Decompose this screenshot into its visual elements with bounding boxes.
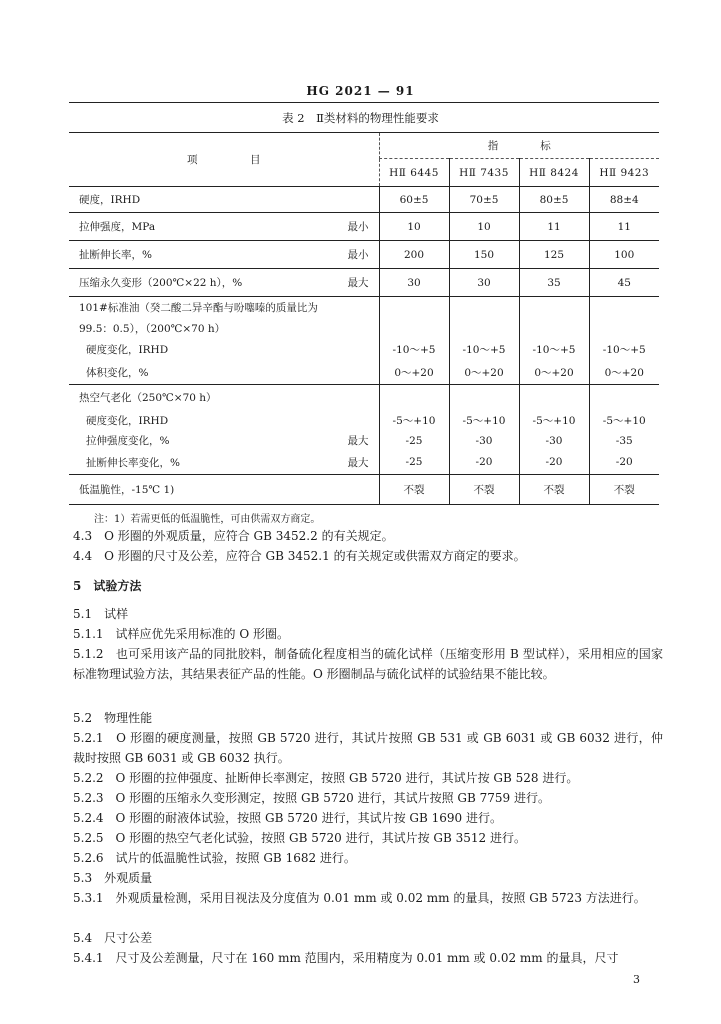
table-cell: -35 <box>589 431 659 451</box>
section-5-3-heading: 5.3 外观质量 <box>73 871 153 885</box>
row-label: 拉伸强度变化，% <box>86 435 170 447</box>
table-row <box>69 269 659 297</box>
clause-5-2-3: 5.2.3 O 形圈的压缩永久变形测定，按照 GB 5720 进行，其试片按照 GB 7759 进行。 <box>73 791 550 805</box>
table-cell-empty <box>449 385 519 411</box>
table-cell: 125 <box>519 241 589 269</box>
table-cell-empty <box>449 297 519 319</box>
grade-header: HⅡ 7435 <box>449 159 519 187</box>
item-header: 项 目 <box>69 133 379 187</box>
table-row <box>69 187 659 213</box>
table-cell: 10 <box>379 213 449 241</box>
table-row <box>69 339 659 361</box>
table-cell: -20 <box>519 451 589 475</box>
clause-5-1-2: 5.1.2 也可采用该产品的同批胶料，制备硫化程度相当的硫化试样（压缩变形用 B 型试样），采用相应的国家标准物理试验方法，其结果表征产品的性能。O 形圈制品与硫化试样的试验结果不能比较。 <box>73 647 663 681</box>
table-row <box>69 451 659 475</box>
table-cell: 0～+20 <box>449 361 519 385</box>
table-cell: 0～+20 <box>589 361 659 385</box>
table-cell: 0～+20 <box>519 361 589 385</box>
clause-5-3-1: 5.3.1 外观质量检测，采用目视法及分度值为 0.01 mm 或 0.02 mm 的量具，按照 GB 5723 方法进行。 <box>73 891 646 905</box>
index-header: 指 标 <box>379 133 659 159</box>
clause-5-2-6: 5.2.6 试片的低温脆性试验，按照 GB 1682 进行。 <box>73 851 356 865</box>
clause-5-2-4: 5.2.4 O 形圈的耐液体试验，按照 GB 5720 进行，其试片按 GB 1690 进行。 <box>73 811 502 825</box>
table-cell-empty <box>519 297 589 319</box>
table-cell: 不裂 <box>379 475 449 505</box>
table-header-row <box>69 133 659 159</box>
table-cell: 150 <box>449 241 519 269</box>
row-limit: 最小 <box>347 249 369 261</box>
table-cell: -20 <box>589 451 659 475</box>
clause-5-1-1: 5.1.1 试样应优先采用标准的 O 形圈。 <box>73 627 290 641</box>
table-cell: 30 <box>379 269 449 297</box>
document-header: HG 2021 — 91 <box>306 84 415 98</box>
oil-group-subtitle: 99.5：0.5），（200℃×70 h） <box>79 323 226 335</box>
row-label: 低温脆性，-15℃ 1) <box>79 484 175 496</box>
row-limit: 最大 <box>347 277 369 289</box>
table-row <box>69 213 659 241</box>
table-cell-empty <box>379 319 449 339</box>
row-label: 拉伸强度，MPa <box>79 221 156 233</box>
clause-5-4-1: 5.4.1 尺寸及公差测量，尺寸在 160 mm 范围内，采用精度为 0.01 mm 或 0.02 mm 的量具，尺寸 <box>73 951 619 965</box>
table-row <box>69 431 659 451</box>
table-row <box>69 385 659 411</box>
table-cell: 不裂 <box>519 475 589 505</box>
table-cell: -10～+5 <box>449 339 519 361</box>
table-row <box>69 297 659 319</box>
row-limit <box>324 339 379 361</box>
row-limit <box>324 361 379 385</box>
table-cell: -30 <box>519 431 589 451</box>
row-label: 扯断伸长率变化，% <box>86 456 180 469</box>
table-cell: 35 <box>519 269 589 297</box>
table-cell: -10～+5 <box>589 339 659 361</box>
table-cell: 11 <box>519 213 589 241</box>
row-label: 扯断伸长率，% <box>79 249 152 261</box>
table-cell: -25 <box>379 431 449 451</box>
clause-5-2-2: 5.2.2 O 形圈的拉伸强度、扯断伸长率测定，按照 GB 5720 进行，其试片按 GB 528 进行。 <box>73 771 579 785</box>
grade-header: HⅡ 9423 <box>589 159 659 187</box>
table-cell: 0～+20 <box>379 361 449 385</box>
table-cell: 80±5 <box>519 187 589 213</box>
row-label: 硬度，IRHD <box>79 194 141 206</box>
table-cell: 10 <box>449 213 519 241</box>
row-label: 压缩永久变形（200℃×22 h），% <box>79 277 243 289</box>
clause-4-3: 4.3 O 形圈的外观质量，应符合 GB 3452.2 的有关规定。 <box>73 529 394 543</box>
table-row <box>69 241 659 269</box>
grade-header: HⅡ 6445 <box>379 159 449 187</box>
table-cell: 不裂 <box>449 475 519 505</box>
row-label: 硬度变化，IRHD <box>86 344 169 356</box>
table-cell: -20 <box>449 451 519 475</box>
row-limit <box>324 187 379 213</box>
header-rule <box>69 102 659 103</box>
table-cell: 30 <box>449 269 519 297</box>
table-cell: -10～+5 <box>379 339 449 361</box>
row-limit <box>324 411 379 431</box>
table-row <box>69 411 659 431</box>
table-cell-empty <box>449 319 519 339</box>
table-cell: 60±5 <box>379 187 449 213</box>
section-5-4-heading: 5.4 尺寸公差 <box>73 931 153 945</box>
table-caption: 表 2 Ⅱ类材料的物理性能要求 <box>282 111 439 125</box>
table-cell: 11 <box>589 213 659 241</box>
table-cell: 88±4 <box>589 187 659 213</box>
page-number: 3 <box>633 973 640 986</box>
oil-group-title: 101#标准油（癸二酸二异辛酯与吩噻嗪的质量比为 <box>79 302 318 315</box>
clause-5-2-1: 5.2.1 O 形圈的硬度测量，按照 GB 5720 进行，其试片按照 GB 531 或 GB 6031 或 GB 6032 进行，仲裁时按照 GB 6031 或 GB 6032 执行。 <box>73 731 663 765</box>
table-row <box>69 475 659 505</box>
row-limit: 最大 <box>347 435 369 447</box>
table-cell: 200 <box>379 241 449 269</box>
table-cell: -5～+10 <box>589 411 659 431</box>
table-row <box>69 361 659 385</box>
section-5-1-heading: 5.1 试样 <box>73 607 129 621</box>
section-5-heading: 5 试验方法 <box>73 579 142 593</box>
row-limit <box>324 475 379 505</box>
row-label: 硬度变化，IRHD <box>86 415 169 427</box>
table-cell-empty <box>379 385 449 411</box>
grade-header: HⅡ 8424 <box>519 159 589 187</box>
section-5-2-heading: 5.2 物理性能 <box>73 711 153 725</box>
table-cell-empty <box>589 297 659 319</box>
table-cell: -5～+10 <box>519 411 589 431</box>
table-cell-empty <box>379 297 449 319</box>
aging-group-title: 热空气老化（250℃×70 h） <box>79 392 217 405</box>
table-cell: -30 <box>449 431 519 451</box>
table-cell: -5～+10 <box>449 411 519 431</box>
table-cell-empty <box>589 319 659 339</box>
table-row <box>69 319 659 339</box>
table-footnote: 注：1）若需更低的低温脆性，可由供需双方商定。 <box>94 514 321 525</box>
table-cell-empty <box>519 385 589 411</box>
row-limit: 最小 <box>347 221 369 233</box>
table-cell: -10～+5 <box>519 339 589 361</box>
row-label: 体积变化，% <box>86 366 149 379</box>
table-cell: 45 <box>589 269 659 297</box>
table-cell: 不裂 <box>589 475 659 505</box>
table-cell: -25 <box>379 451 449 475</box>
table-cell-empty <box>589 385 659 411</box>
table-cell: -5～+10 <box>379 411 449 431</box>
clause-4-4: 4.4 O 形圈的尺寸及公差，应符合 GB 3452.1 的有关规定或供需双方商定的要求。 <box>73 549 526 563</box>
table-cell: 100 <box>589 241 659 269</box>
row-limit: 最大 <box>347 456 369 469</box>
properties-table <box>69 132 659 505</box>
table-cell: 70±5 <box>449 187 519 213</box>
table-cell-empty <box>519 319 589 339</box>
clause-5-2-5: 5.2.5 O 形圈的热空气老化试验，按照 GB 5720 进行，其试片按 GB 3512 进行。 <box>73 831 526 845</box>
